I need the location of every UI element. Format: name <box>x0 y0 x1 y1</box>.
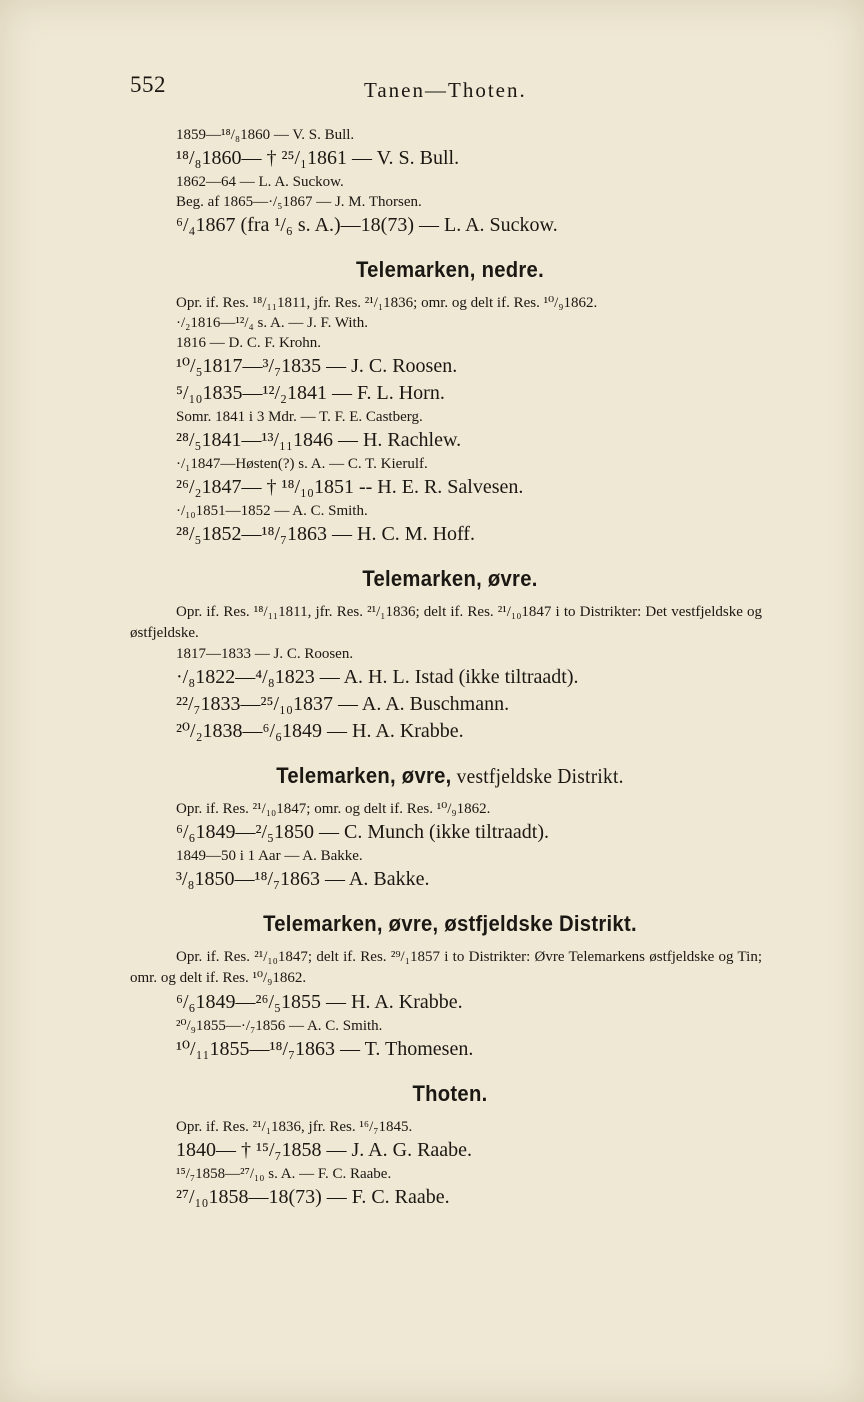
section-heading <box>156 257 745 283</box>
section <box>130 125 770 239</box>
section <box>130 1081 770 1211</box>
entry-line: ¹⁰/₅1817—³/₇1835 — J. C. Roosen. <box>176 355 458 377</box>
entry-line: ⁵/₁₀1835—¹²/₂1841 — F. L. Horn. <box>176 382 445 404</box>
entry-line: Opr. if. Res. ²¹/₁₀1847; omr. og delt if. Res. ¹⁰/₉1862. <box>176 801 491 817</box>
entry-line: ¹⁸/₈1860— † ²⁵/₁1861 — V. S. Bull. <box>176 147 460 169</box>
section-heading <box>156 763 745 789</box>
entry-line: 1859—¹⁸/₈1860 — V. S. Bull. <box>176 127 355 143</box>
page-content <box>130 125 770 1211</box>
entry-line: 1849—50 i 1 Aar — A. Bakke. <box>176 848 363 864</box>
entry-line: Somr. 1841 i 3 Mdr. — T. F. E. Castberg. <box>176 409 423 425</box>
section <box>130 763 770 893</box>
section-heading <box>156 566 745 592</box>
entry-line: Opr. if. Res. ²¹/₁1836, jfr. Res. ¹⁶/₇1845. <box>176 1119 413 1135</box>
entry-line: ²²/₇1833—²⁵/₁₀1837 — A. A. Buschmann. <box>176 693 510 715</box>
entry-line: ²⁸/₅1841—¹³/₁₁1846 — H. Rachlew. <box>176 429 462 451</box>
entry-line: ²⁰/₂1838—⁶/₆1849 — H. A. Krabbe. <box>176 720 464 742</box>
entry-line: ²⁰/₉1855—·/₇1856 — A. C. Smith. <box>176 1018 383 1034</box>
entry-line: 1840— † ¹⁵/₇1858 — J. A. G. Raabe. <box>176 1139 473 1161</box>
section-heading <box>156 1081 745 1107</box>
section-heading-title: Thoten. <box>412 1081 488 1106</box>
entry-line: ·/₂1816—¹²/₄ s. A. — J. F. With. <box>176 315 368 331</box>
entry-line: 1817—1833 — J. C. Roosen. <box>176 646 354 662</box>
entry-line: ⁶/₆1849—²⁶/₅1855 — H. A. Krabbe. <box>176 991 463 1013</box>
section <box>130 257 770 548</box>
section-heading-title: Telemarken, øvre, <box>276 763 452 788</box>
entry-line: ¹⁰/₁₁1855—¹⁸/₇1863 — T. Thomesen. <box>176 1038 474 1060</box>
section-heading-title: Telemarken, nedre. <box>356 257 544 282</box>
entry-line: ·/₈1822—⁴/₈1823 — A. H. L. Istad (ikke tiltraadt). <box>176 666 579 688</box>
section-heading-subtitle: vestfjeldske Distrikt. <box>451 764 624 788</box>
page-number: 552 <box>130 72 166 97</box>
entry-line: ⁶/₄1867 (fra ¹/₆ s. A.)—18(73) — L. A. Suckow. <box>176 214 558 236</box>
entry-line: ²⁷/₁₀1858—18(73) — F. C. Raabe. <box>176 1186 450 1208</box>
entry-line: Beg. af 1865—·/₅1867 — J. M. Thorsen. <box>176 194 422 210</box>
description-paragraph: Opr. if. Res. ²¹/₁₀1847; delt if. Res. ²⁹/₁1857 i to Distrikter: Øvre Telemarkens østfjeldske og Tin; omr. og delt if. Res. ¹⁰/₉1862. <box>130 949 762 986</box>
running-head: Tanen—Thoten. <box>364 78 527 102</box>
entry-line: ·/₁1847—Høsten(?) s. A. — C. T. Kierulf. <box>176 456 428 472</box>
entry-line: ²⁸/₅1852—¹⁸/₇1863 — H. C. M. Hoff. <box>176 523 475 545</box>
description-paragraph: Opr. if. Res. ¹⁸/₁₁1811, jfr. Res. ²¹/₁1836; delt if. Res. ²¹/₁₀1847 i to Distrikter: Det vestfjeldske og østfjeldske. <box>130 604 762 641</box>
entry-line: 1816 — D. C. F. Krohn. <box>176 335 322 351</box>
entry-line: Opr. if. Res. ¹⁸/₁₁1811, jfr. Res. ²¹/₁1836; omr. og delt if. Res. ¹⁰/₉1862. <box>176 295 598 311</box>
entry-line: ²⁶/₂1847— † ¹⁸/₁₀1851 -- H. E. R. Salvesen. <box>176 476 524 498</box>
section-heading-title: Telemarken, øvre. <box>362 566 538 591</box>
entry-line: ³/₈1850—¹⁸/₇1863 — A. Bakke. <box>176 868 430 890</box>
section <box>130 566 770 745</box>
entry-line: ·/₁₀1851—1852 — A. C. Smith. <box>176 503 368 519</box>
entry-line: 1862—64 — L. A. Suckow. <box>176 174 344 190</box>
entry-line: ⁶/₆1849—²/₅1850 — C. Munch (ikke tiltraadt). <box>176 821 549 843</box>
section-heading-title: Telemarken, øvre, østfjeldske Distrikt. <box>263 911 637 936</box>
section <box>130 911 770 1063</box>
entry-line: ¹⁵/₇1858—²⁷/₁₀ s. A. — F. C. Raabe. <box>176 1166 392 1182</box>
section-heading <box>156 911 745 937</box>
